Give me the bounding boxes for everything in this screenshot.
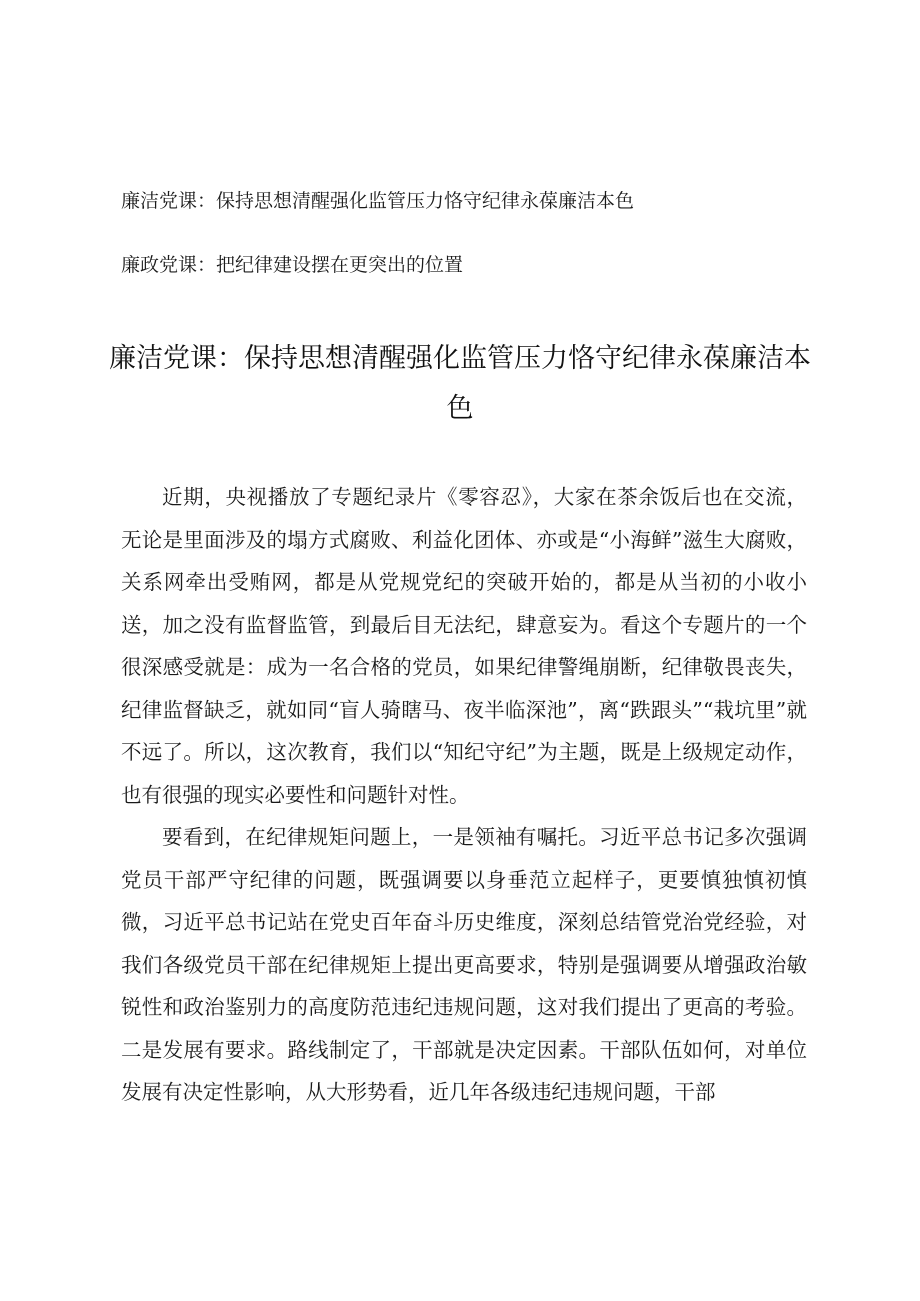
- document-title: 廉洁党课：保持思想清醒强化监管压力恪守纪律永葆廉洁本色: [109, 343, 811, 424]
- document-body: [121, 476, 807, 1114]
- toc-item-1[interactable]: 廉洁党课：保持思想清醒强化监管压力恪守纪律永葆廉洁本色: [121, 190, 635, 212]
- toc-item-2[interactable]: 廉政党课：把纪律建设摆在更突出的位置: [121, 254, 464, 276]
- table-of-contents: [121, 186, 841, 314]
- body-paragraph-1: 近期，央视播放了专题纪录片《零容忍》，大家在茶余饭后也在交流，无论是里面涉及的塌方式腐败、利益化团体、亦或是“小海鲜”滋生大腐败，关系网牵出受贿网，都是从党规党纪的突破开始的，都是从当初的小收小送，加之没有监督监管，到最后目无法纪，肆意妄为。看这个专题片的一个很深感受就是：成为一名合格的党员，如果纪律警绳崩断，纪律敬畏丧失，纪律监督缺乏，就如同“盲人骑瞎马、夜半临深池”，离“跌跟头”“栽坑里”就不远了。所以，这次教育，我们以“知纪守纪”为主题，既是上级规定动作，也有很强的现实必要性和问题针对性。: [121, 485, 807, 807]
- body-paragraph-2: 要看到，在纪律规矩问题上，一是领袖有嘱托。习近平总书记多次强调党员干部严守纪律的问题，既强调要以身垂范立起样子，更要慎独慎初慎微，习近平总书记站在党史百年奋斗历史维度，深刻总结管党治党经验，对我们各级党员干部在纪律规矩上提出更高要求，特别是强调要从增强政治敏锐性和政治鉴别力的高度防范违纪违规问题，这对我们提出了更高的考验。二是发展有要求。路线制定了，干部就是决定因素。干部队伍如何，对单位发展有决定性影响，从大形势看，近几年各级违纪违规问题，干部: [121, 825, 807, 1104]
